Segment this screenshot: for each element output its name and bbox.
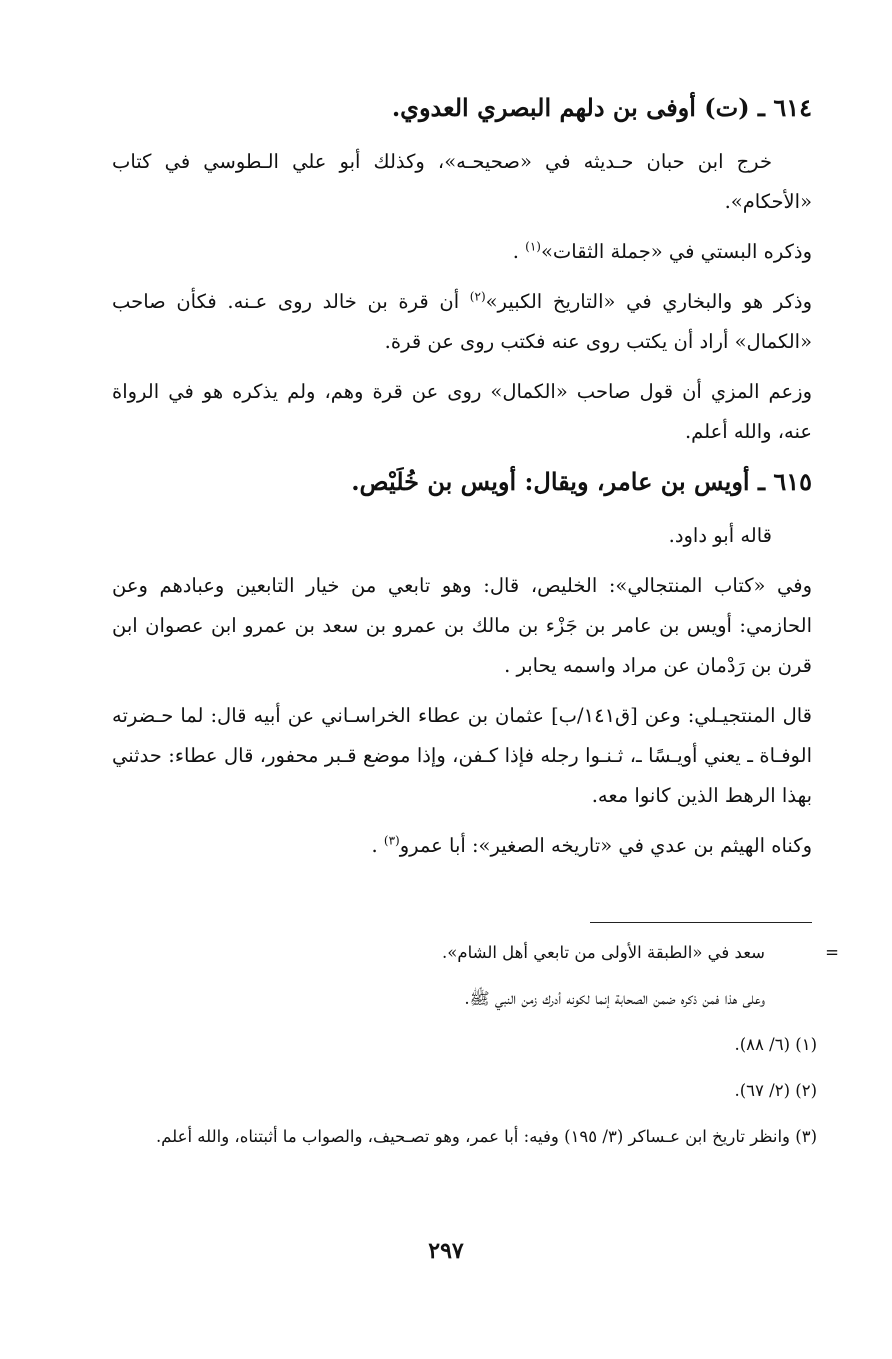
paragraph bbox=[112, 826, 812, 866]
footnote-2: (٢) (٢/ ٦٧). bbox=[734, 1081, 817, 1100]
footnote-text: سعد في «الطبقة الأولى من تابعي أهل الشام». bbox=[442, 943, 765, 962]
paragraph: قال المنتجيـلي: وعن [ق١٤١/ب] عثمان بن عطاء الخراسـاني عن أبيه قال: لما حـضرته الوفـاة ـ يعني أويـسًا ـ، ثـنـوا رجله فإذا كـفن، وإذا موضع قـبر محفور، قال عطاء: حدثني بهذا الرهط الذين كانوا معه. bbox=[112, 704, 813, 807]
entry-heading-614: ٦١٤ ـ (ت) أوفى بن دلهم البصري العدوي. bbox=[391, 93, 812, 122]
footnote-3: (٣) وانظر تاريخ ابن عـساكر (٣/ ١٩٥) وفيه: أبا عمر، وهو تصـحيف، والصواب ما أثبتناه، والله أعلم. bbox=[155, 1127, 817, 1146]
paragraph-text: وذكر هو والبخاري في «التاريخ الكبير» bbox=[485, 290, 812, 313]
footnote-continuation: وعلى هذا فمن ذكره ضمن الصحابة إنما لكونه أدرك زمن النبي ﷺ. bbox=[464, 989, 765, 1008]
entry-heading-615: ٦١٥ ـ أويس بن عامر، ويقال: أويس بن خُلَيْص. bbox=[351, 467, 812, 496]
paragraph: وزعم المزي أن قول صاحب «الكمال» روى عن قرة وهم، ولم يذكره هو في الرواة عنه، والله أعلم. bbox=[112, 380, 812, 443]
page-number: ٢٩٧ bbox=[428, 1238, 464, 1264]
footnote-ref-1[interactable]: (١) bbox=[525, 239, 541, 254]
footnote-ref-2[interactable]: (٢) bbox=[469, 289, 486, 304]
paragraph bbox=[112, 282, 812, 362]
footnote-ref-3[interactable]: (٣) bbox=[383, 833, 400, 848]
footnote-divider bbox=[590, 922, 812, 923]
paragraph: وفي «كتاب المنتجالي»: الخليص، قال: وهو تابعي من خيار التابعين وعبادهم وعن الحازمي: أويس بن عامر بن جَزْء بن مالك بن عمرو بن سعد بن عمرو ابن عصوان ابن قرن بن رَدْمان عن مراد واسمه يحابر . bbox=[112, 574, 812, 677]
footnote-1: (١) (٦/ ٨٨). bbox=[734, 1035, 817, 1054]
continuation-mark: = bbox=[825, 943, 839, 962]
period: . bbox=[371, 834, 384, 857]
paragraph-text: وذكره البستي في «جملة الثقات» bbox=[540, 240, 812, 263]
footnote-continuation bbox=[112, 934, 839, 972]
paragraph-text: أن قرة بن خالد روى عـنه. فكأن صاحب «الكمال» أراد أن يكتب روى عنه فكتب روى عن قرة. bbox=[112, 290, 812, 353]
paragraph-text: وكناه الهيثم بن عدي في «تاريخه الصغير»: أبا عمرو bbox=[399, 834, 812, 857]
paragraph: قاله أبو داود. bbox=[668, 524, 772, 547]
paragraph: خرج ابن حبان حـديثه في «صحيحـه»، وكذلك أبو علي الـطوسي في كتاب «الأحكام». bbox=[112, 150, 812, 213]
paragraph bbox=[112, 232, 812, 272]
main-text bbox=[112, 88, 812, 876]
footnotes bbox=[112, 934, 839, 1164]
period: . bbox=[512, 240, 526, 263]
